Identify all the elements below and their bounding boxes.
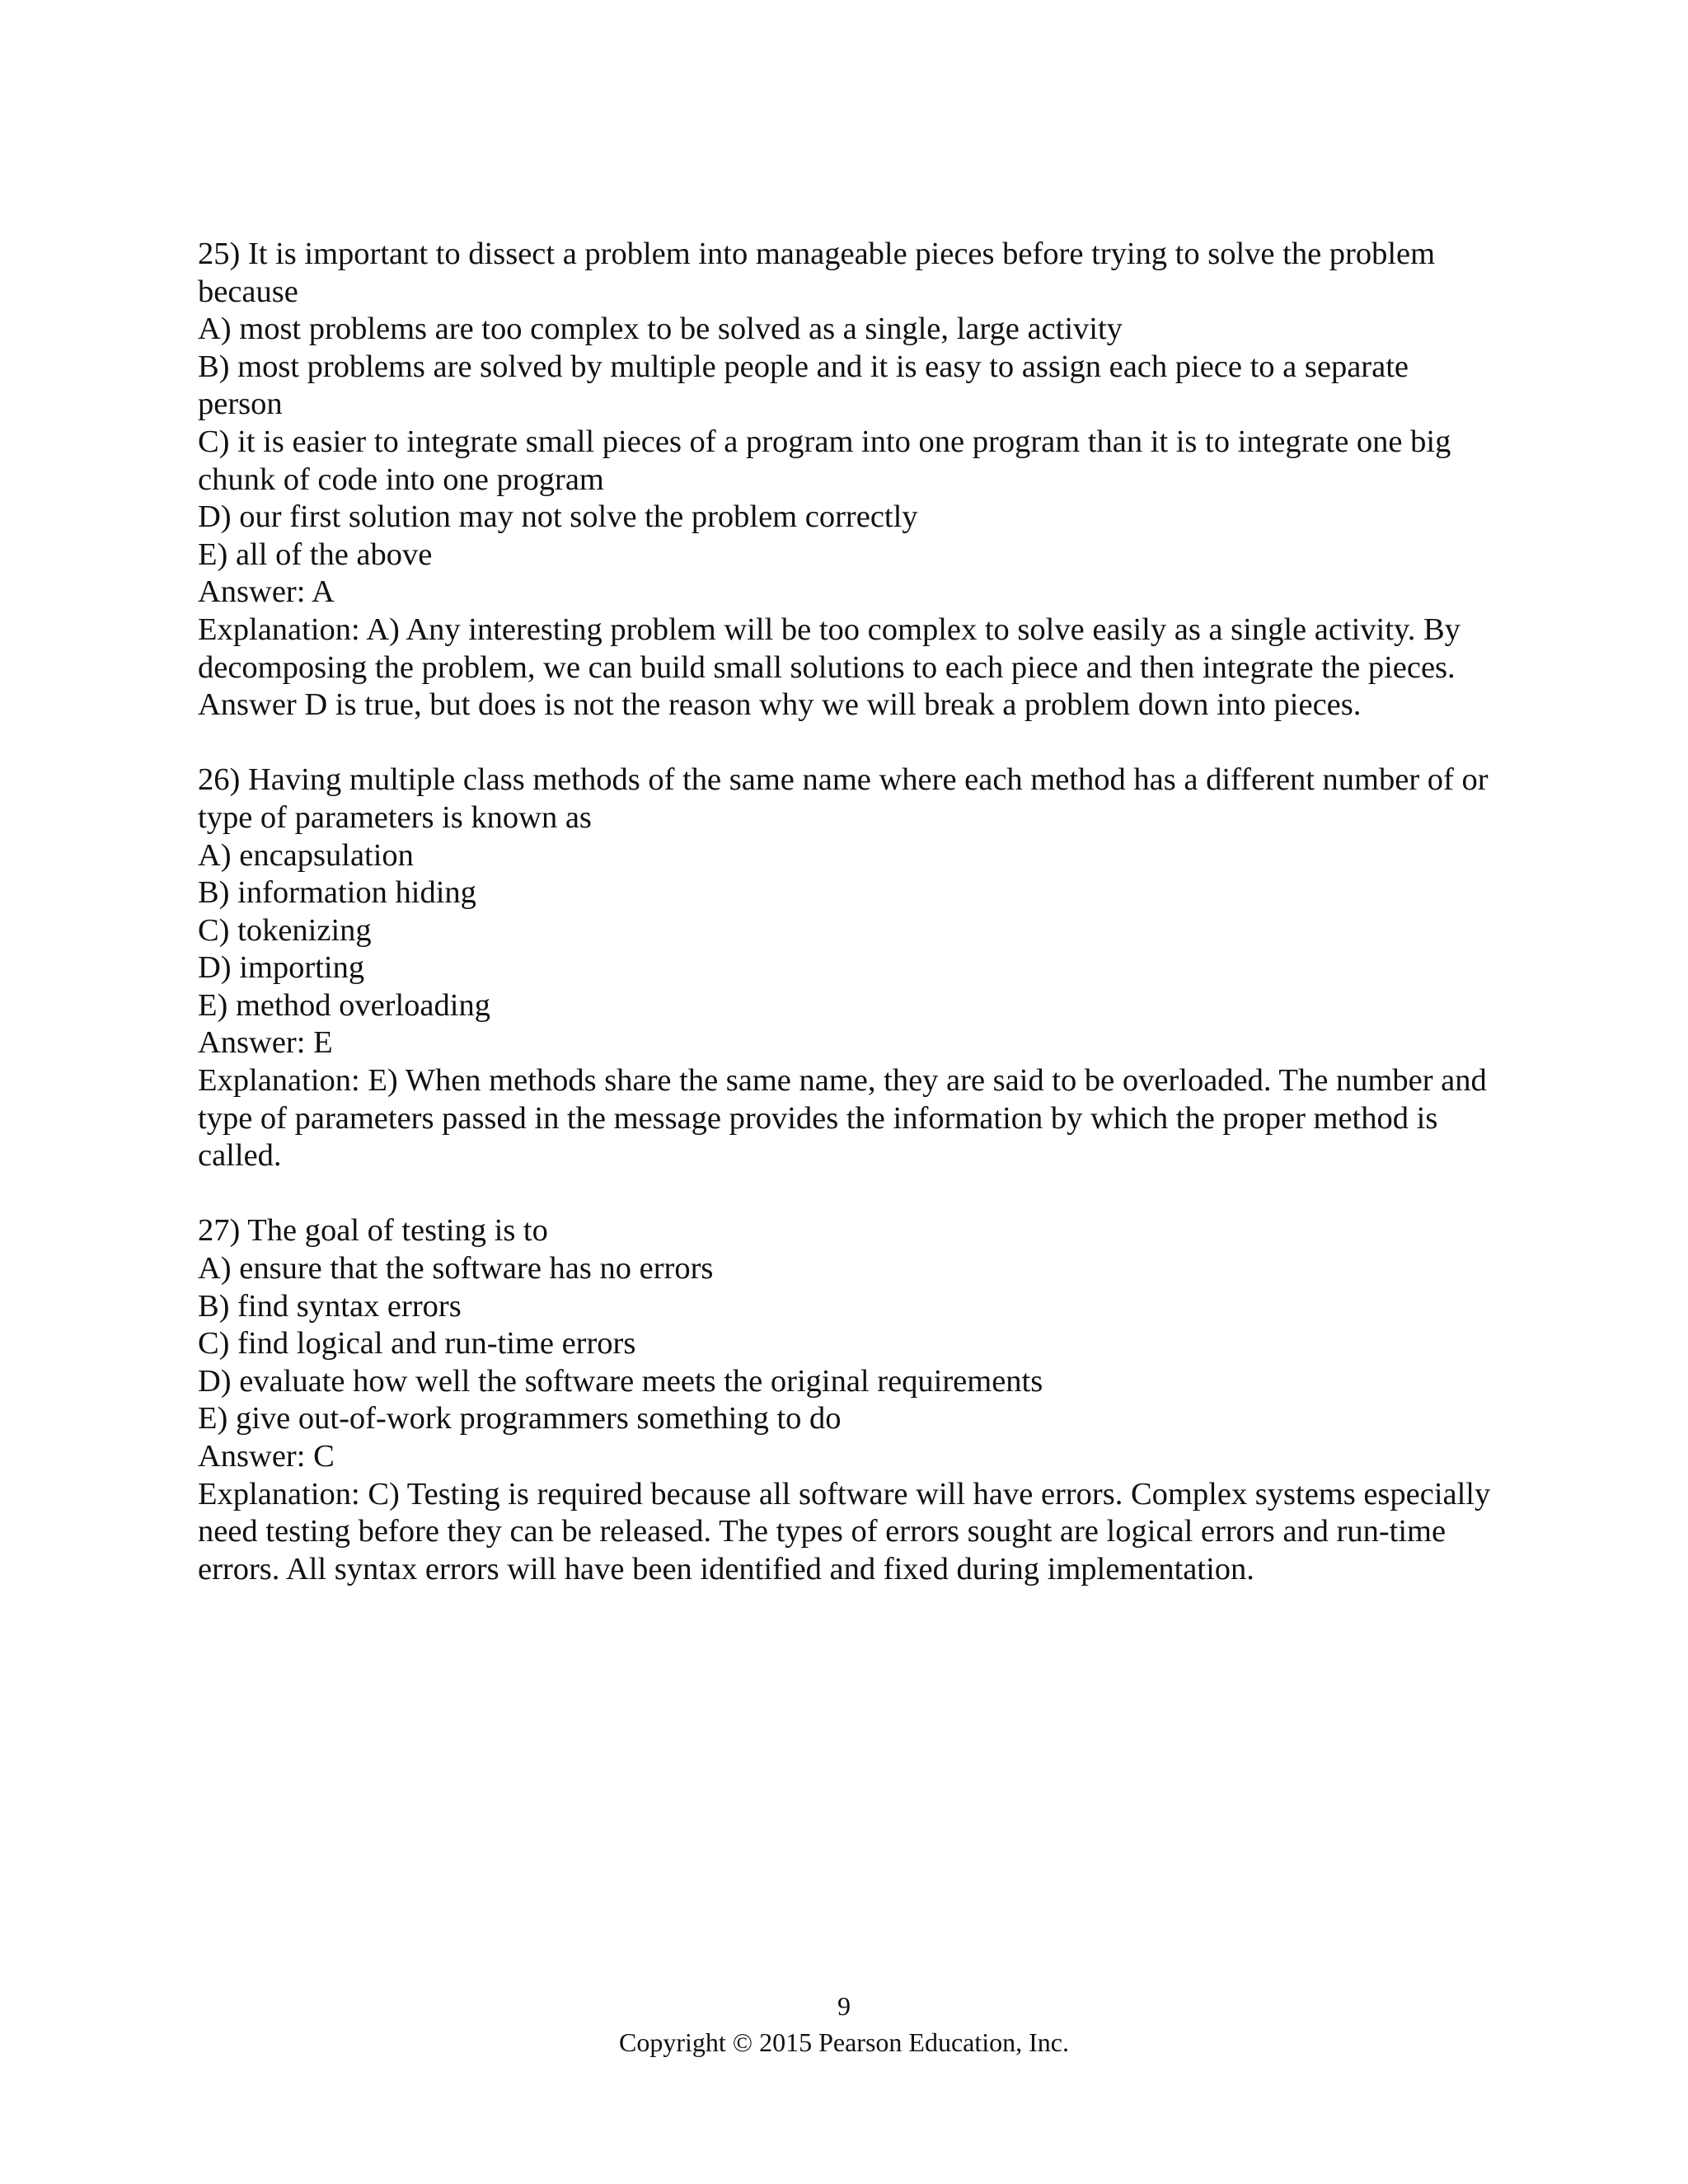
option-c: C) tokenizing xyxy=(198,912,372,948)
question-list xyxy=(198,236,1500,1626)
page-number: 9 xyxy=(837,1991,851,2021)
option-c: C) find logical and run-time errors xyxy=(198,1326,636,1361)
option-d: D) evaluate how well the software meets the original requirements xyxy=(198,1363,1043,1399)
option-e: E) give out-of-work programmers something to do xyxy=(198,1401,842,1436)
explanation-text: Explanation: E) When methods share the same name, they are said to be overloaded. The number and type of parameters passed in the message provides the information by which the proper method is called. xyxy=(198,1063,1487,1174)
copyright-notice: Copyright © 2015 Pearson Education, Inc. xyxy=(619,2027,1069,2057)
option-d: D) importing xyxy=(198,950,365,986)
page-footer xyxy=(0,1988,1688,2060)
answer-line: Answer: A xyxy=(198,574,335,610)
answer-line: Answer: E xyxy=(198,1025,333,1061)
option-e: E) all of the above xyxy=(198,537,433,572)
question-26 xyxy=(198,762,1500,1175)
option-b: B) most problems are solved by multiple people and it is easy to assign each piece to a separate person xyxy=(198,349,1409,422)
option-d: D) our first solution may not solve the problem correctly xyxy=(198,499,918,535)
answer-line: Answer: C xyxy=(198,1439,335,1474)
question-25 xyxy=(198,236,1500,724)
explanation-text: Explanation: A) Any interesting problem will be too complex to solve easily as a single activity. By decomposing the problem, we can build small solutions to each piece and then integrate the pieces. Answer D is true, but does is not the reason why we will break a problem down into pieces. xyxy=(198,612,1461,723)
question-stem: 25) It is important to dissect a problem into manageable pieces before trying to solve the problem because xyxy=(198,237,1436,309)
option-a: A) most problems are too complex to be solved as a single, large activity xyxy=(198,312,1123,347)
option-e: E) method overloading xyxy=(198,987,490,1023)
option-b: B) find syntax errors xyxy=(198,1288,462,1324)
question-27 xyxy=(198,1212,1500,1588)
question-stem: 26) Having multiple class methods of the same name where each method has a different number of or type of parameters is known as xyxy=(198,762,1489,835)
option-a: A) ensure that the software has no errors xyxy=(198,1251,714,1286)
option-c: C) it is easier to integrate small pieces of a program into one program than it is to integrate one big chunk of code into one program xyxy=(198,424,1451,497)
option-a: A) encapsulation xyxy=(198,837,414,873)
option-b: B) information hiding xyxy=(198,875,476,911)
question-stem: 27) The goal of testing is to xyxy=(198,1213,548,1249)
explanation-text: Explanation: C) Testing is required because all software will have errors. Complex systems especially need testing before they can be released. The types of errors sought are logical errors and run-time errors. All syntax errors will have been identified and fixed during implementation. xyxy=(198,1476,1491,1586)
